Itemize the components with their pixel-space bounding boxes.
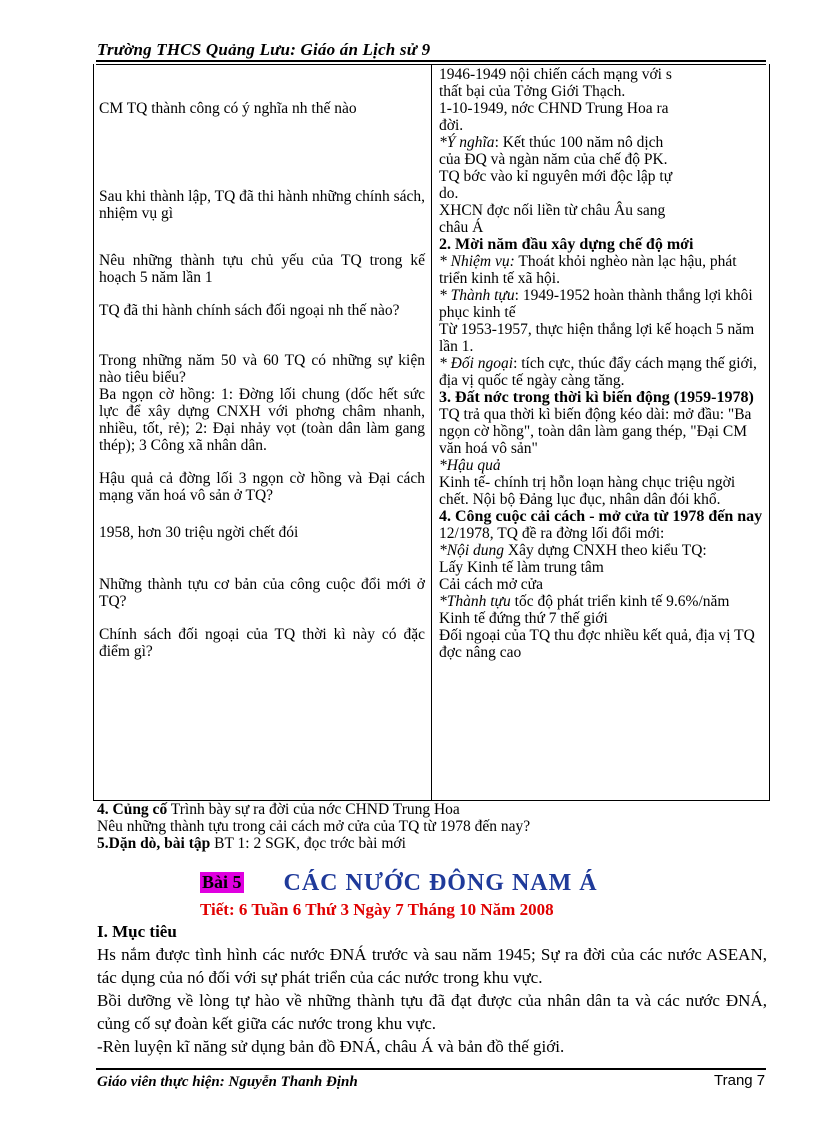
question-5: Trong những năm 50 và 60 TQ có những sự kiện nào tiêu biểu? (99, 352, 425, 386)
question-2: Sau khi thành lập, TQ đã thi hành những chính sách, nhiệm vụ gì (99, 188, 425, 222)
footer-rule (96, 1068, 766, 1070)
answer-line: TQ trả qua thời kì biến động kéo dài: mở đầu: "Ba ngọn cờ hồng", toàn dân làm gang thép, "Đại CM văn hoá vô sản" (439, 406, 752, 457)
lesson-name: CÁC NƯỚC ĐÔNG NAM Á (283, 870, 598, 896)
lesson-title (200, 870, 598, 897)
consolidation-section: 4. Củng cố Trình bày sự ra đời của nớc CHND Trung Hoa Nêu những thành tựu trong cải cách mở cửa của TQ từ 1978 đến nay? 5.Dặn dò, bài tập BT 1: 2 SGK, đọc trớc bài mới (97, 801, 777, 852)
objective-paragraph: Hs nắm được tình hình các nước ĐNÁ trước và sau năm 1945; Sự ra đời của các nước ASEAN, tác dụng của nó đối với sự phát triển của các nước trong khu vực. (97, 945, 767, 987)
lesson-table (93, 64, 770, 801)
homework-heading: 5.Dặn dò, bài tập (97, 835, 211, 852)
answer-line: 1946-1949 nội chiến cách mạng với s (439, 66, 672, 83)
question-7: Những thành tựu cơ bản của công cuộc đổi mới ở TQ? (99, 576, 425, 610)
objective-paragraph: Bồi dưỡng về lòng tự hào về những thành tựu đã đạt được của nhân dân ta và các nước ĐNÁ, củng cố sự đoàn kết giữa các nước trong khu vực. (97, 991, 767, 1033)
question-8: Chính sách đối ngoại của TQ thời kì này có đặc điểm gì? (99, 626, 425, 660)
note-famine: 1958, hơn 30 triệu ngời chết đói (99, 524, 299, 541)
answer-line: của ĐQ và ngàn năm của chế độ PK. (439, 151, 668, 168)
answer-line: 12/1978, TQ đề ra đờng lối đổi mới: (439, 525, 665, 542)
column-divider (431, 64, 432, 800)
objective-paragraph: -Rèn luyện kĩ năng sử dụng bản đồ ĐNÁ, châu Á và bản đồ thế giới. (97, 1037, 565, 1056)
lesson-number: Bài 5 (202, 872, 242, 892)
answer-line: đời. (439, 117, 464, 134)
answer-line: do. (439, 185, 459, 202)
question-1: CM TQ thành công có ý nghĩa nh thế nào (99, 100, 357, 117)
label-tasks: * Nhiệm vụ: (439, 253, 515, 270)
answer-line: Lấy Kinh tế làm trung tâm (439, 559, 604, 576)
answer-line: 1-10-1949, nớc CHND Trung Hoa ra (439, 100, 669, 117)
section-heading-2: 2. Mời năm đầu xây dựng chế độ mới (439, 236, 694, 253)
answer-line: *Thành tựu tốc độ phát triển kinh tế 9.6%/năm (439, 593, 730, 610)
answer-line: Kinh tế- chính trị hỗn loạn hàng chục triệu ngời chết. Nội bộ Đảng lục đục, nhân dân đói khổ. (439, 474, 736, 508)
answer-column (439, 66, 765, 661)
label-achievements-2: *Thành tựu (439, 593, 511, 610)
answer-line: *Ý nghĩa: Kết thúc 100 năm nô dịch (439, 134, 664, 151)
consolidation-heading: 4. Củng cố (97, 801, 168, 818)
section-heading-4: 4. Công cuộc cải cách - mở cửa từ 1978 đến nay (439, 508, 763, 525)
page-header-title: Trường THCS Quảng Lưu: Giáo án Lịch sử 9 (97, 40, 431, 59)
objectives-heading: I. Mục tiêu (97, 922, 177, 941)
label-achievements: * Thành tựu (439, 287, 515, 304)
answer-line: châu Á (439, 219, 484, 236)
label-foreign-policy: * Đối ngoại (439, 355, 514, 372)
answer-line: Đối ngoại của TQ thu đợc nhiều kết quả, địa vị TQ đợc nâng cao (439, 627, 755, 661)
answer-line: Kinh tế đứng thứ 7 thế giới (439, 610, 608, 627)
question-6: Hậu quả cả đờng lối 3 ngọn cờ hồng và Đại cách mạng văn hoá vô sản ở TQ? (99, 470, 425, 504)
answer-line: *Nội dung Xây dựng CNXH theo kiểu TQ: (439, 542, 707, 559)
question-3: Nêu những thành tựu chủ yếu của TQ trong kế hoạch 5 năm lần 1 (99, 252, 425, 286)
label-content: *Nội dung (439, 542, 505, 559)
answer-line: XHCN đợc nối liền từ châu Âu sang (439, 202, 666, 219)
note-three-red-flags: Ba ngọn cờ hồng: 1: Đờng lối chung (dốc hết sức lực để xây dựng CNXH với phơng châm nhanh, nhiều, tốt, rẻ); 2: Đại nhảy vọt (toàn dân làm gang thép); 3 Công xã nhân dân. (99, 386, 425, 454)
answer-line: Từ 1953-1957, thực hiện thắng lợi kế hoạch 5 năm lần 1. (439, 321, 755, 355)
answer-line: thất bại của Tởng Giới Thạch. (439, 83, 626, 100)
footer-teacher: Giáo viên thực hiện: Nguyễn Thanh Định (97, 1074, 358, 1090)
answer-line: * Thành tựu: 1949-1952 hoàn thành thắng lợi khôi phục kinh tế (439, 287, 753, 321)
consolidation-question: Nêu những thành tựu trong cải cách mở cửa của TQ từ 1978 đến nay? (97, 818, 531, 835)
lesson-meta: Tiết: 6 Tuần 6 Thứ 3 Ngày 7 Tháng 10 Năm 2008 (200, 900, 554, 919)
objectives-section (97, 920, 767, 1058)
question-4: TQ đã thi hành chính sách đối ngoại nh thế nào? (99, 302, 400, 319)
answer-line: Cải cách mở cửa (439, 576, 543, 593)
answer-line: * Đối ngoại: tích cực, thúc đẩy cách mạng thế giới, địa vị quốc tế ngày càng tăng. (439, 355, 757, 389)
label-significance: *Ý nghĩa (439, 134, 495, 151)
page-number: Trang 7 (714, 1072, 766, 1089)
header-rule (96, 60, 766, 62)
answer-line: * Nhiệm vụ: Thoát khỏi nghèo nàn lạc hậu, phát triển kinh tế xã hội. (439, 253, 737, 287)
section-heading-3: 3. Đất nớc trong thời kì biến động (1959-1978) (439, 389, 754, 406)
label-consequences: *Hậu quả (439, 457, 501, 474)
answer-line: TQ bớc vào kỉ nguyên mới độc lập tự (439, 168, 673, 185)
